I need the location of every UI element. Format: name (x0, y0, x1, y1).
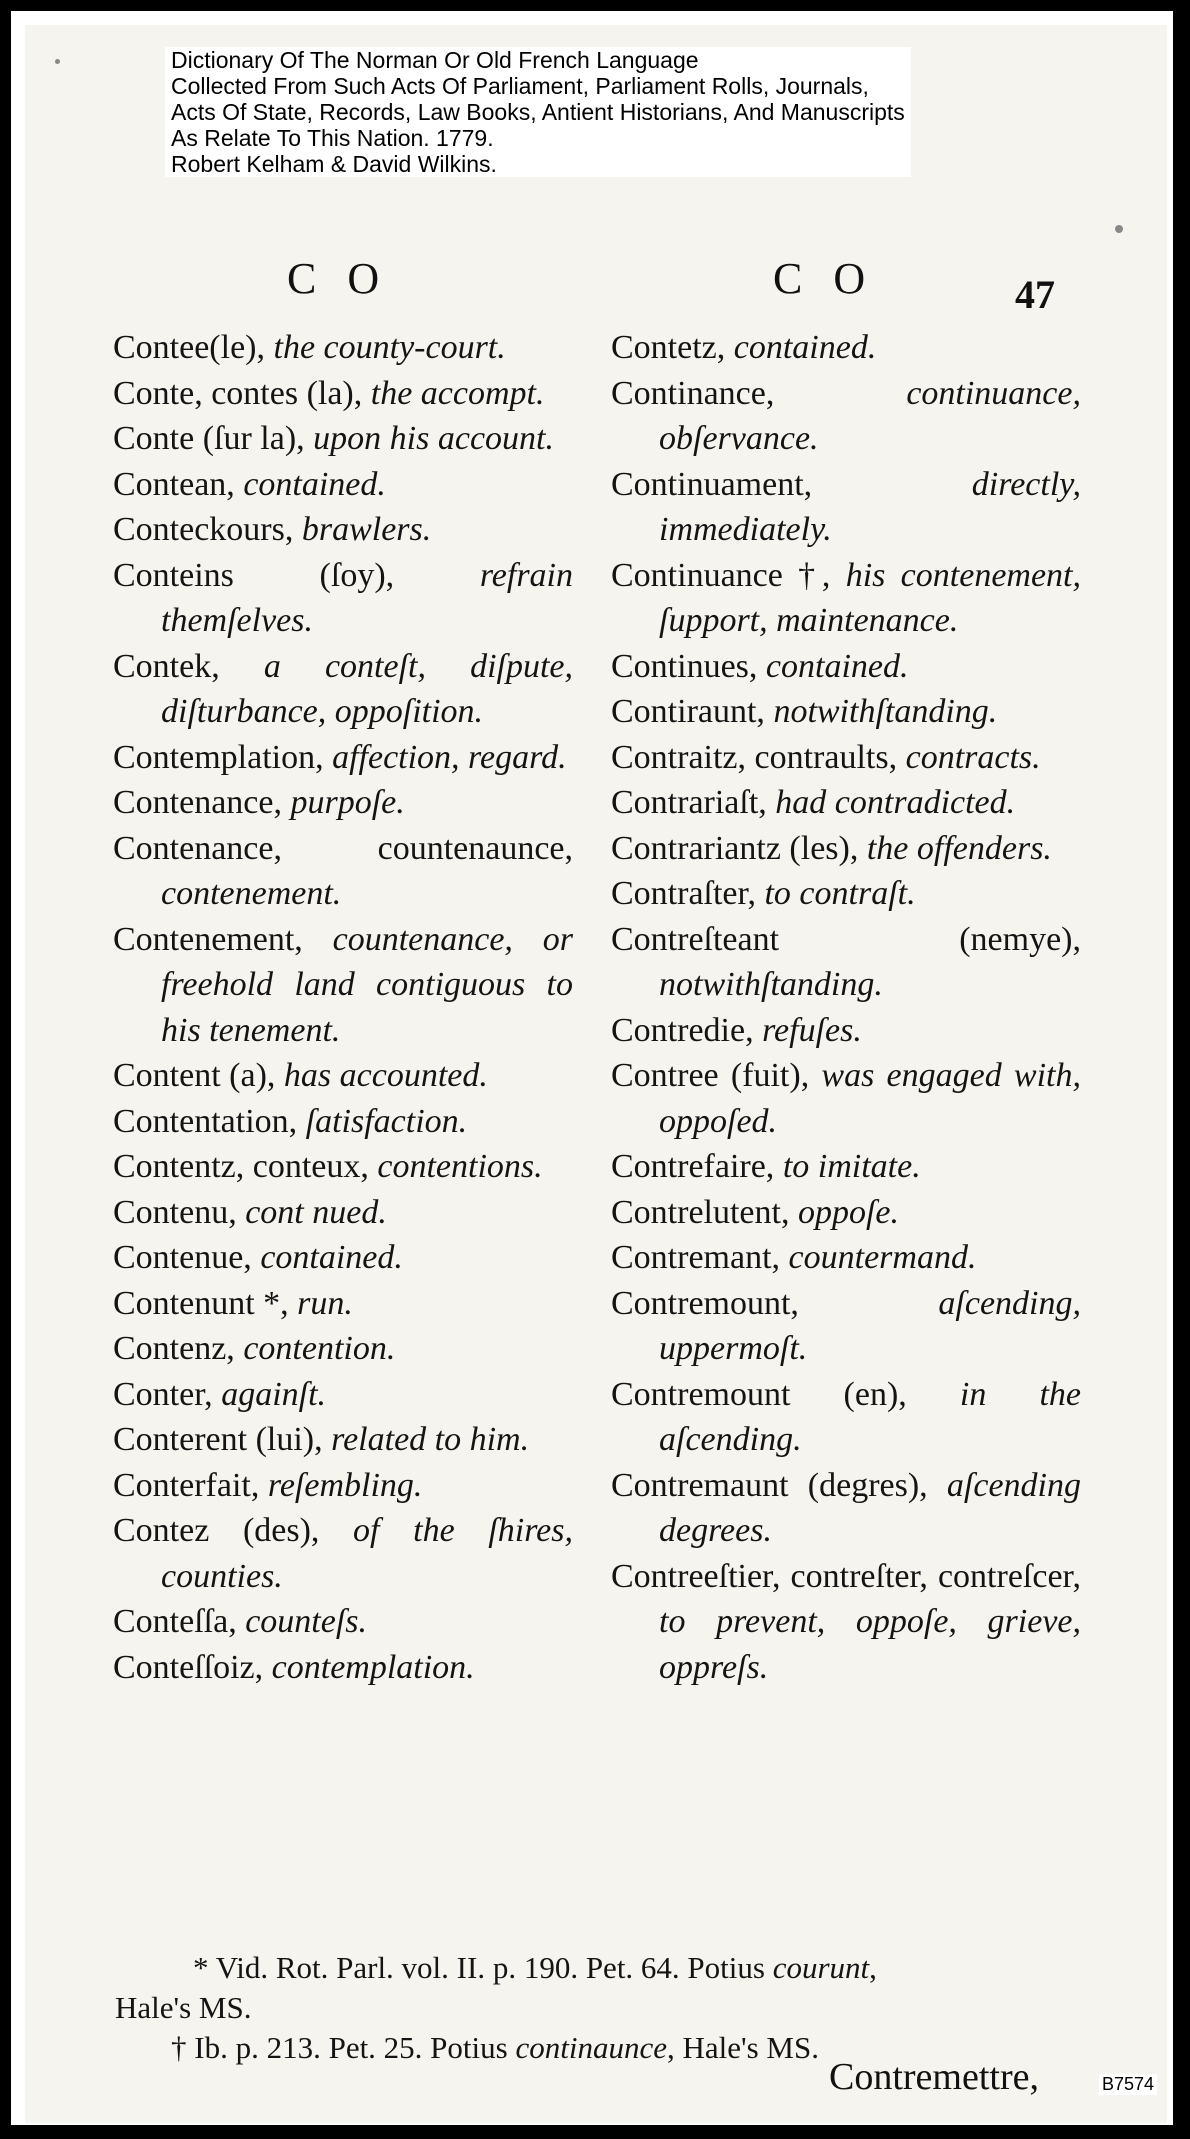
caption-line-1: Dictionary Of The Norman Or Old French Language (171, 47, 699, 73)
entry (113, 1053, 573, 1099)
entry-term: Continuance †, (611, 556, 846, 594)
entry (113, 1099, 573, 1145)
entry (113, 735, 573, 781)
entry-term: Continance, (611, 374, 907, 412)
entry (113, 371, 573, 417)
entry-definition: contracts. (905, 738, 1041, 776)
entry-definition: to imitate. (782, 1148, 921, 1185)
running-head-left: C O (287, 254, 390, 303)
entry-term: Contentation, (113, 1102, 306, 1140)
entry-definition: counteſs. (245, 1603, 368, 1640)
entry (611, 1144, 1081, 1190)
entry-term: Contredie, (611, 1011, 763, 1049)
entry-term: Contraitz, contraults, (611, 738, 906, 776)
footnote-italic: courunt (772, 1950, 870, 1985)
entry-definition: ſatisfaction. (305, 1102, 468, 1140)
entry-term: Conteins (ſoy), (113, 556, 480, 594)
entry-term: Contenement, (113, 920, 333, 958)
entry-definition: countenance, or freehold land contiguous to his tenement. (161, 920, 573, 1049)
entry-definition: was engaged with, oppoſed. (659, 1057, 1081, 1140)
reference-id: B7574 (1099, 2074, 1157, 2095)
entry-definition: aſcending degrees. (659, 1466, 1081, 1549)
page-number: 47 (1015, 272, 1055, 317)
entry-definition: cont nued. (245, 1193, 387, 1231)
entry-definition: in the aſcending. (659, 1375, 1082, 1458)
caption-line-5: Robert Kelham & David Wilkins. (171, 151, 497, 177)
entry-term: Contenunt *, (113, 1284, 298, 1322)
entry-term: Contee(le), (113, 329, 274, 366)
entry (611, 325, 1081, 371)
entry (113, 826, 573, 917)
catchword: Contremettre, (829, 2056, 1039, 2098)
entry-term: Contremaunt (degres), (611, 1466, 947, 1504)
entry-term: Contenu, (113, 1193, 246, 1231)
entry-definition: contention. (243, 1330, 396, 1367)
entry-definition: contained. (733, 329, 877, 366)
entry-term: Contetz, (611, 329, 734, 366)
entry-term: Contenance, (113, 784, 291, 821)
footnotes (115, 1948, 1075, 2068)
entry-term: Contremount (en), (611, 1375, 960, 1413)
footnote-text: * Vid. Rot. Parl. vol. II. p. 190. Pet. 64. Potius (193, 1950, 773, 1985)
caption-line-3: Acts Of State, Records, Law Books, Antient Historians, And Manuscripts (171, 99, 905, 125)
entry-term: Contenz, (113, 1330, 244, 1367)
entry-term: Conterent (lui), (113, 1421, 332, 1458)
entry-term: Contek, (113, 647, 264, 685)
entry-term: Contenance, countenaunce, (113, 829, 573, 867)
left-column (113, 325, 573, 1690)
entry (611, 1053, 1081, 1144)
entry (113, 1144, 573, 1190)
entry-term: Conterfait, (113, 1466, 268, 1504)
entry-definition: contained. (243, 465, 386, 503)
entry-definition: contained. (260, 1239, 403, 1276)
entry-definition: contained. (765, 647, 909, 685)
entry-term: Contrariantz (les), (611, 829, 867, 867)
entry-definition: notwithſtanding. (659, 966, 883, 1003)
entry (113, 1190, 573, 1236)
entry-term: Conteſſoiz, (113, 1648, 272, 1686)
entry (611, 644, 1081, 690)
entry (611, 371, 1081, 462)
entry-term: Conte, contes (la), (113, 374, 371, 412)
entry-definition: countermand. (788, 1239, 977, 1276)
entry-term: Conteſſa, (113, 1603, 246, 1640)
footnote-text: , (869, 1950, 877, 1985)
entry (611, 1235, 1081, 1281)
entry-term: Contrefaire, (611, 1148, 783, 1185)
entry-definition: upon his account. (313, 420, 554, 457)
entry (113, 1372, 573, 1418)
entry (113, 462, 573, 508)
entry (113, 507, 573, 553)
entry (611, 1190, 1081, 1236)
entry-term: Contiraunt, (611, 693, 774, 730)
entry-term: Contez (des), (113, 1512, 354, 1549)
entry (113, 1599, 573, 1645)
entry-definition: the offenders. (866, 829, 1052, 867)
entry-definition: has accounted. (283, 1057, 488, 1094)
entry-definition: purpoſe. (290, 784, 405, 821)
entry-term: Contenue, (113, 1239, 261, 1276)
footnote-text: , Hale's MS. (666, 2030, 819, 2065)
entry (611, 1554, 1081, 1691)
entry-term: Contreſteant (nemye), (611, 920, 1081, 958)
entry-definition: continuance, obſervance. (659, 374, 1081, 457)
entry (113, 1417, 573, 1463)
entry (611, 689, 1081, 735)
entry (611, 735, 1081, 781)
entry (113, 1326, 573, 1372)
entry (611, 553, 1081, 644)
entry-definition: refrain themſelves. (161, 556, 573, 639)
entry-term: Conteckours, (113, 511, 302, 548)
entry (611, 1281, 1081, 1372)
entry-definition: notwithſtanding. (773, 693, 998, 730)
entry (113, 644, 573, 735)
entry (113, 917, 573, 1054)
entry-definition: of the ſhires, counties. (161, 1512, 573, 1595)
entry-definition: contemplation. (271, 1648, 475, 1686)
ink-speck (55, 59, 60, 64)
entry-term: Conter, (113, 1375, 222, 1413)
running-head-right: C O (773, 254, 876, 303)
entry (611, 1463, 1081, 1554)
footnote-asterisk (115, 1948, 1075, 1988)
entry-term: Contrariaſt, (611, 784, 776, 821)
entry-term: Continues, (611, 647, 766, 685)
entry-definition: contentions. (377, 1148, 543, 1185)
entry-definition: brawlers. (301, 511, 432, 548)
title-caption (165, 47, 911, 177)
entry-definition: to prevent, oppoſe, grieve, oppreſs. (659, 1603, 1081, 1686)
entry (113, 1463, 573, 1509)
entry (611, 1372, 1081, 1463)
entry-term: Continuament, (611, 465, 972, 503)
entry-definition: the accompt. (370, 374, 545, 412)
entry (113, 553, 573, 644)
entry-term: Content (a), (113, 1057, 284, 1094)
entry (113, 780, 573, 826)
footnote-asterisk-continued: Hale's MS. (115, 1990, 252, 2025)
entry (611, 871, 1081, 917)
caption-line-2: Collected From Such Acts Of Parliament, Parliament Rolls, Journals, (171, 73, 869, 99)
entry-definition: reſembling. (267, 1466, 423, 1504)
caption-line-4: As Relate To This Nation. 1779. (171, 125, 494, 151)
entry-definition: his contenement, ſupport, maintenance. (659, 556, 1081, 639)
ink-speck (1115, 225, 1123, 233)
entry-term: Contrelutent, (611, 1193, 798, 1231)
entry (113, 325, 573, 371)
entry-definition: aſcending, uppermoſt. (659, 1284, 1081, 1367)
entry (113, 416, 573, 462)
entry (611, 462, 1081, 553)
entry-term: Contraſter, (611, 875, 765, 912)
footnote-text: † Ib. p. 213. Pet. 25. Potius (171, 2030, 516, 2065)
entry-term: Contremount, (611, 1284, 939, 1322)
entry-definition: related to him. (331, 1421, 530, 1458)
entry-definition: the county-court. (273, 329, 506, 366)
entry (113, 1235, 573, 1281)
entry (611, 1008, 1081, 1054)
entry-definition: affection, regard. (332, 738, 567, 776)
entry-term: Contremant, (611, 1239, 789, 1276)
entry (113, 1508, 573, 1599)
entry-definition: a conteſt, diſpute, diſturbance, oppoſition. (161, 647, 573, 730)
entry-term: Contentz, conteux, (113, 1148, 378, 1185)
entry-definition: oppoſe. (797, 1193, 900, 1231)
entry-definition: directly, immediately. (659, 465, 1081, 548)
entry-definition: refuſes. (762, 1011, 862, 1049)
entry-definition: to contraſt. (764, 875, 916, 912)
entry (611, 826, 1081, 872)
entry-term: Contree (fuit), (611, 1057, 822, 1094)
entry-definition: had contradicted. (775, 784, 1016, 821)
entry-term: Contemplation, (113, 738, 333, 776)
entry (611, 780, 1081, 826)
entry-definition: againſt. (221, 1375, 327, 1413)
entry-definition: contenement. (161, 875, 342, 912)
right-column (611, 325, 1081, 1690)
entry-term: Contean, (113, 465, 244, 503)
entry-term: Conte (ſur la), (113, 420, 314, 457)
footnote-italic: continaunce (515, 2030, 667, 2065)
entry (113, 1281, 573, 1327)
entry-term: Contreeſtier, contreſter, contreſcer, (611, 1557, 1081, 1595)
entry (611, 917, 1081, 1008)
entry-definition: run. (297, 1284, 353, 1322)
entry (113, 1645, 573, 1691)
page-frame (8, 8, 1176, 2128)
